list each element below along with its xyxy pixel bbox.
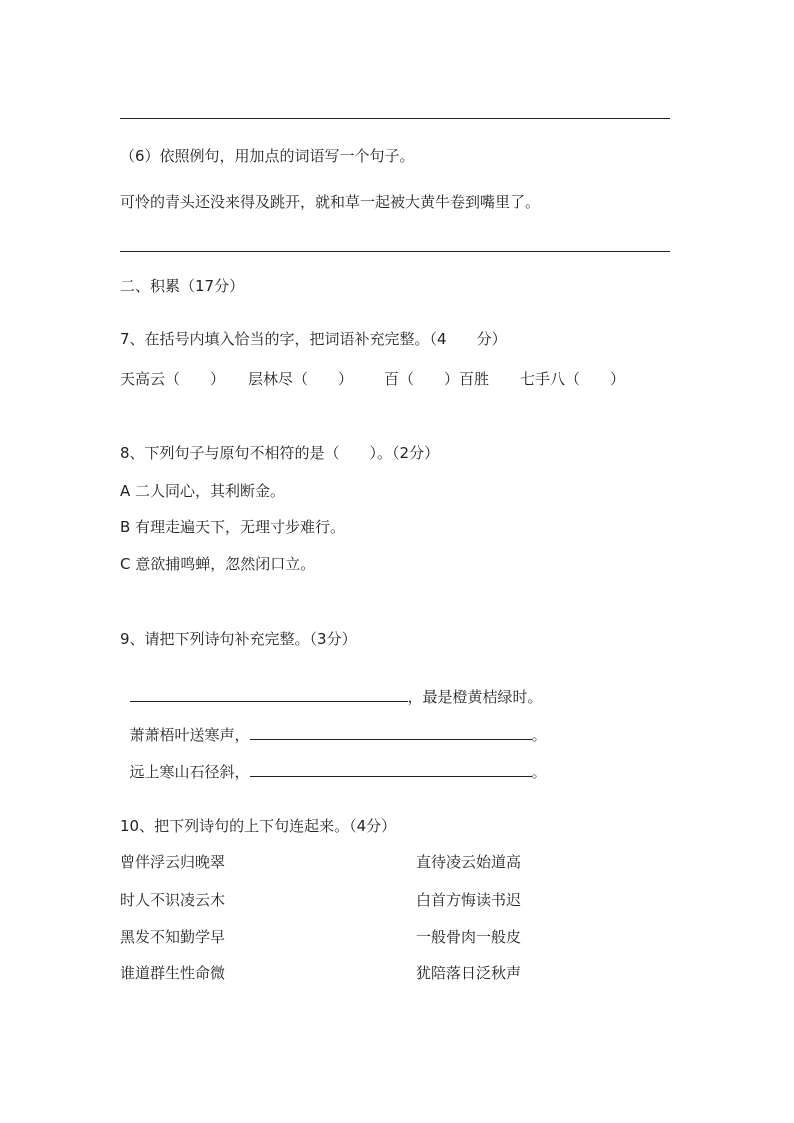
q6-answer-line — [120, 251, 670, 252]
q9-blank-1[interactable] — [130, 687, 408, 702]
q6-example-sentence: 可怜的青头还没来得及跳开，就和草一起被大黄牛卷到嘴里了。 — [120, 193, 541, 211]
q10-left-line: 黑发不知勤学早 — [120, 928, 226, 946]
q10-right-line: 一般骨肉一般皮 — [416, 928, 522, 946]
q8-option-a: A 二人同心，其利断金。 — [120, 482, 286, 500]
q10-right-line: 白首方悔读书迟 — [416, 891, 522, 909]
q8-label: 8、下列句子与原句不相符的是（ ）。（2分） — [120, 444, 440, 462]
q9-line-3-text: 远上寒山石径斜， — [129, 763, 250, 781]
q9-line-1 — [120, 667, 543, 707]
q7-item: 层林尽（ ） — [248, 370, 354, 388]
q10-left-line: 曾伴浮云归晚翠 — [120, 853, 226, 871]
q9-label: 9、请把下列诗句补充完整。（3分） — [120, 630, 357, 648]
q9-end-mark: 。 — [531, 726, 547, 744]
q7-item: 天高云（ ） — [120, 370, 226, 388]
q9-line-1-text: ，最是橙黄桔绿时。 — [407, 688, 543, 706]
q6-label: （6）依照例句，用加点的词语写一个句子。 — [120, 147, 415, 165]
q10-left-line: 时人不识凌云木 — [120, 891, 226, 909]
q9-line-2-text: 萧萧梧叶送寒声， — [129, 726, 250, 744]
q9-line-3 — [120, 742, 547, 782]
q9-blank-3[interactable] — [250, 762, 532, 777]
q7-label: 7、在括号内填入恰当的字，把词语补充完整。（4 分） — [120, 330, 507, 348]
answer-line-top — [120, 118, 670, 119]
q10-left-line: 谁道群生性命微 — [120, 964, 226, 982]
q10-label: 10、把下列诗句的上下句连起来。（4分） — [120, 817, 397, 835]
section-title: 二、积累（17分） — [120, 277, 245, 295]
q9-line-2 — [120, 705, 547, 745]
q8-option-c: C 意欲捕鸣蝉，忽然闭口立。 — [120, 555, 316, 573]
q9-blank-2[interactable] — [250, 725, 532, 740]
q7-item: 七手八（ ） — [520, 370, 626, 388]
q10-right-line: 直待凌云始道高 — [416, 853, 522, 871]
q9-end-mark: 。 — [531, 763, 547, 781]
q10-right-line: 犹陪落日泛秋声 — [416, 964, 522, 982]
q7-item: 百（ ）百胜 — [384, 370, 490, 388]
q8-option-b: B 有理走遍天下，无理寸步难行。 — [120, 518, 346, 536]
